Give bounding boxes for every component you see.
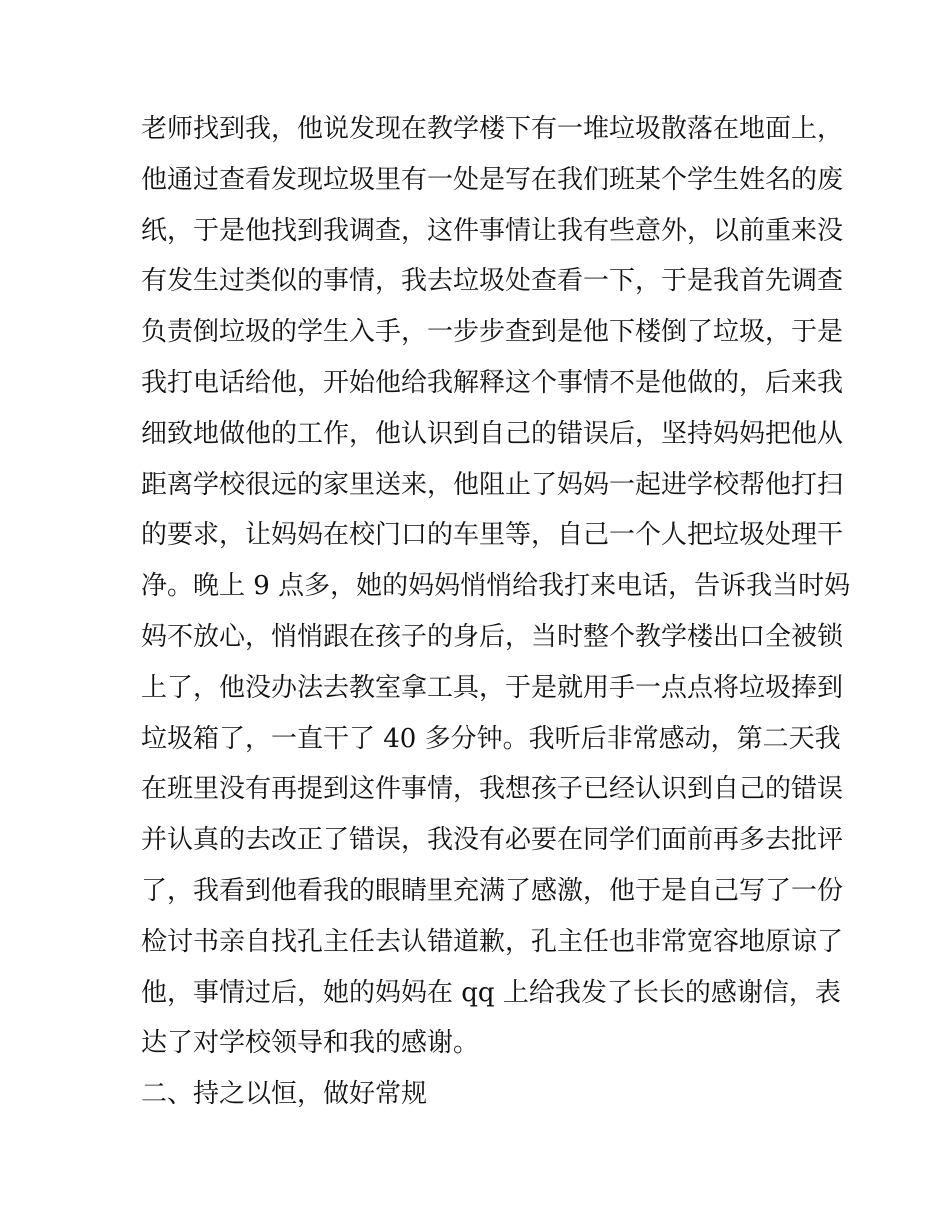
text-line: 细致地做他的工作，他认识到自己的错误后，坚持妈妈把他从 [141, 418, 844, 449]
text-line: 在班里没有再提到这件事情，我想孩子已经认识到自己的错误 [141, 774, 844, 805]
text-line: 他，事情过后，她的妈妈在 qq 上给我发了长长的感谢信，表 [141, 977, 841, 1008]
text-line: 达了对学校领导和我的感谢。 [141, 1028, 480, 1059]
body-text [141, 104, 851, 1120]
text-line: 的要求，让妈妈在校门口的车里等，自己一个人把垃圾处理干 [141, 520, 844, 551]
text-line: 负责倒垃圾的学生入手，一步步查到是他下楼倒了垃圾，于是 [141, 317, 844, 348]
section-heading: 二、持之以恒，做好常规 [141, 1079, 428, 1110]
text-line: 了，我看到他看我的眼睛里充满了感激，他于是自己写了一份 [141, 875, 844, 906]
text-line: 老师找到我，他说发现在教学楼下有一堆垃圾散落在地面上， [141, 114, 844, 144]
text-line: 垃圾箱了，一直干了 40 多分钟。我听后非常感动，第二天我 [141, 723, 841, 754]
text-line: 他通过查看发现垃圾里有一处是写在我们班某个学生姓名的废 [141, 164, 844, 195]
text-line: 我打电话给他，开始他给我解释这个事情不是他做的，后来我 [141, 367, 844, 398]
text-line: 净。晚上 9 点多，她的妈妈悄悄给我打来电话，告诉我当时妈 [141, 571, 851, 602]
text-line: 距离学校很远的家里送来，他阻止了妈妈一起进学校帮他打扫 [141, 469, 844, 500]
text-line: 有发生过类似的事情，我去垃圾处查看一下，于是我首先调查 [141, 266, 844, 297]
text-line: 上了，他没办法去教室拿工具，于是就用手一点点将垃圾捧到 [141, 672, 844, 703]
text-line: 并认真的去改正了错误，我没有必要在同学们面前再多去批评 [141, 825, 844, 856]
text-line: 纸，于是他找到我调查，这件事情让我有些意外，以前重来没 [141, 215, 844, 246]
text-line: 妈不放心，悄悄跟在孩子的身后，当时整个教学楼出口全被锁 [141, 621, 844, 652]
text-line: 检讨书亲自找孔主任去认错道歉，孔主任也非常宽容地原谅了 [141, 926, 844, 957]
